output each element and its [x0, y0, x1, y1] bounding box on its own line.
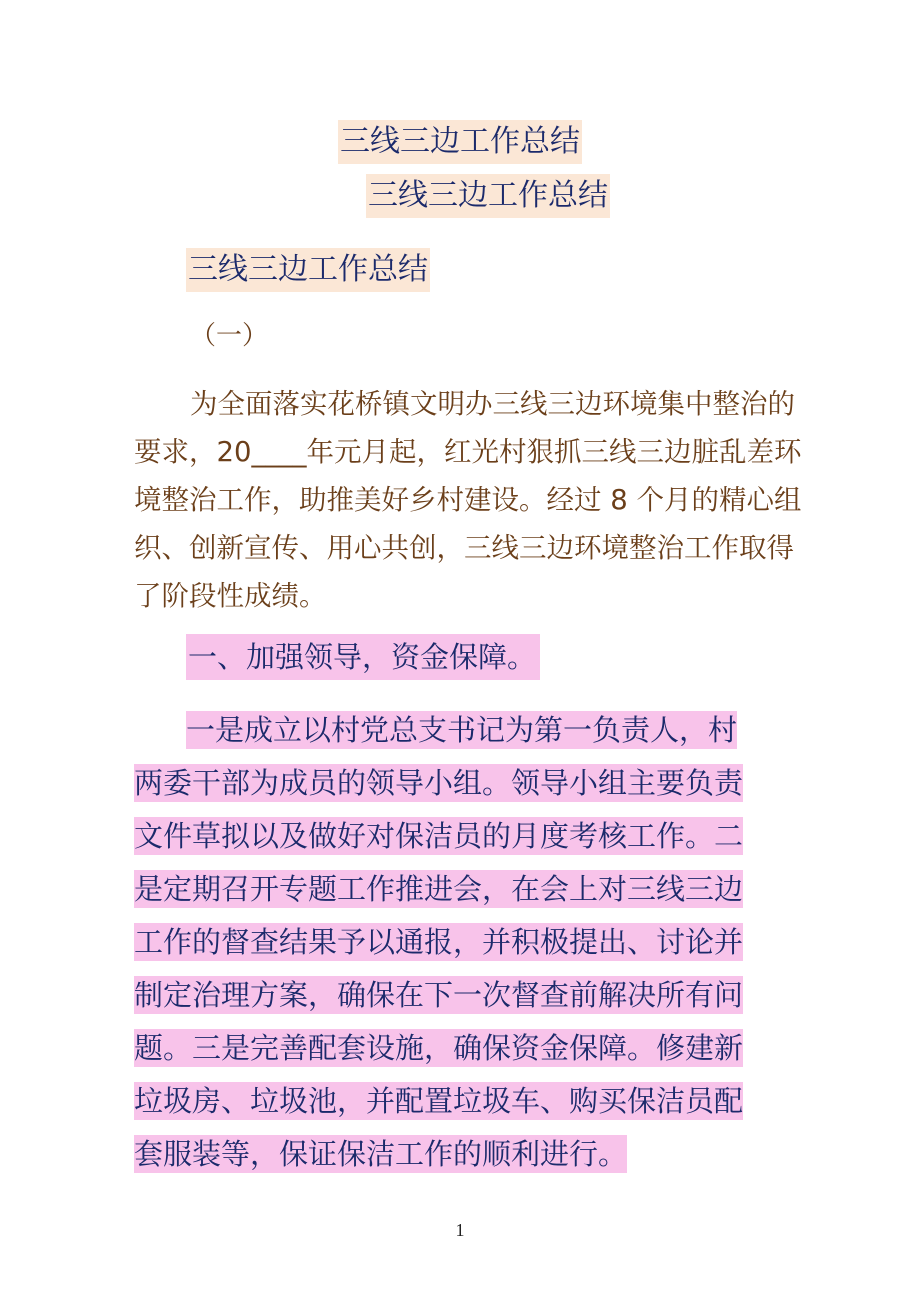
- paragraph-line: 为全面落实花桥镇文明办三线三边环境集中整治的: [190, 388, 795, 420]
- highlighted-text: 套服装等，保证保洁工作的顺利进行。: [134, 1137, 628, 1171]
- paragraph-line: [134, 1022, 784, 1075]
- highlighted-text: 两委干部为成员的领导小组。领导小组主要负责: [134, 766, 744, 800]
- document-title-3: 三线三边工作总结: [186, 248, 430, 292]
- highlighted-text: 垃圾房、垃圾池，并配置垃圾车、购买保洁员配: [134, 1084, 744, 1118]
- body-paragraph: [134, 704, 784, 1181]
- paragraph-line: [134, 863, 784, 916]
- paragraph-line: 要求，20____年元月起，红光村狠抓三线三边脏乱差环: [134, 436, 802, 468]
- intro-paragraph: [134, 380, 802, 620]
- paragraph-line: [134, 1128, 784, 1181]
- paragraph-line: [134, 1075, 784, 1128]
- highlighted-text: 是定期召开专题工作推进会，在会上对三线三边: [134, 872, 744, 906]
- document-title-2: 三线三边工作总结: [366, 174, 610, 218]
- page-number: 1: [455, 1220, 465, 1240]
- section-heading: 一、加强领导，资金保障。: [186, 634, 540, 680]
- paragraph-line: 了阶段性成绩。: [134, 580, 327, 612]
- highlighted-text: 一是成立以村党总支书记为第一负责人，村: [186, 713, 738, 747]
- highlighted-text: 工作的督查结果予以通报，并积极提出、讨论并: [134, 925, 744, 959]
- paragraph-line: 境整治工作，助推美好乡村建设。经过 8 个月的精心组: [134, 484, 802, 516]
- highlighted-text: 制定治理方案，确保在下一次督查前解决所有问: [134, 978, 744, 1012]
- paragraph-line: [134, 757, 784, 810]
- paragraph-line: 织、创新宣传、用心共创，三线三边环境整治工作取得: [134, 532, 794, 564]
- document-title-1: 三线三边工作总结: [338, 120, 582, 164]
- section-number: （一）: [190, 321, 269, 351]
- highlighted-text: 题。三是完善配套设施，确保资金保障。修建新: [134, 1031, 744, 1065]
- paragraph-line: [134, 916, 784, 969]
- highlighted-text: 文件草拟以及做好对保洁员的月度考核工作。二: [134, 819, 744, 853]
- paragraph-line: [134, 810, 784, 863]
- paragraph-line: [134, 969, 784, 1022]
- paragraph-line: [134, 704, 784, 757]
